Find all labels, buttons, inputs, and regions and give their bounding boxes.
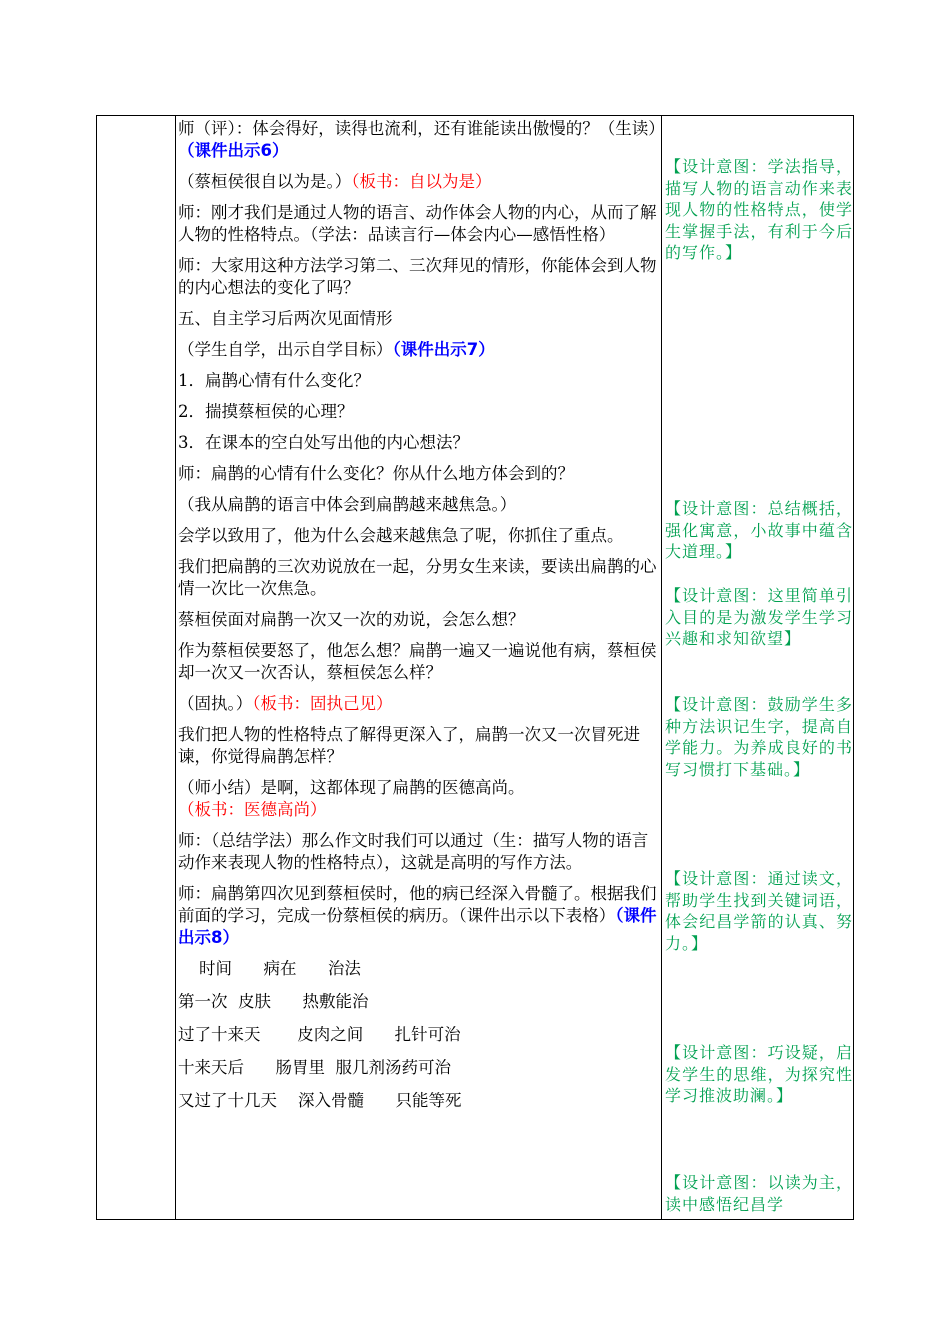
paragraph-3: 师：刚才我们是通过人物的语言、动作体会人物的内心，从而了解人物的性格特点。（学法：品读言行—体会内心—感悟性格）	[178, 203, 657, 244]
design-note-2: 【设计意图：总结概括，强化寓意，小故事中蕴含大道理。】	[665, 499, 853, 561]
medical-record-row: 十来天后 肠胃里 服几剂汤药可治	[178, 1058, 451, 1077]
paragraph-11: （我从扁鹊的语言中体会到扁鹊越来越焦急。）	[178, 495, 517, 514]
design-note-5: 【设计意图：通过读文，帮助学生找到关键词语，体会纪昌学箭的认真、努力。】	[665, 869, 853, 953]
goal-item-3: 3．在课本的空白处写出他的内心想法？	[178, 433, 469, 452]
paragraph-2: （蔡桓侯很自以为是。）（板书：自以为是）	[178, 172, 492, 191]
medical-record-row: 第一次 皮肤 热敷能治	[178, 992, 369, 1011]
design-note-4: 【设计意图：鼓励学生多种方法识记生字，提高自学能力。为养成良好的书写习惯打下基础。】	[665, 695, 853, 779]
paragraph-20: 师：扁鹊第四次见到蔡桓侯时，他的病已经深入骨髓了。根据我们前面的学习，完成一份蔡桓侯的病历。（课件出示以下表格）（课件出示8）	[178, 884, 657, 947]
paragraph-14: 蔡桓侯面对扁鹊一次又一次的劝说，会怎么想？	[178, 610, 525, 629]
paragraph-10: 师：扁鹊的心情有什么变化？你从什么地方体会到的？	[178, 464, 574, 483]
medical-record-row: 时间 病在 治法	[178, 959, 361, 978]
lesson-plan-table	[96, 115, 854, 1220]
paragraph-4: 师：大家用这种方法学习第二、三次拜见的情形，你能体会到人物的内心想法的变化了吗？	[178, 256, 657, 297]
paragraph-12: 会学以致用了，他为什么会越来越焦急了呢，你抓住了重点。	[178, 526, 624, 545]
teaching-process-column	[178, 118, 665, 1123]
paragraph-15: 作为蔡桓侯要怒了，他怎么想？扁鹊一遍又一遍说他有病，蔡桓侯却一次又一次否认，蔡桓侯怎么样？	[178, 641, 657, 682]
paragraph-1: 师（评）：体会得好，读得也流利，还有谁能读出傲慢的？（生读）（课件出示6）	[178, 119, 665, 160]
design-note-7: 【设计意图：以读为主，读中感悟纪昌学	[665, 1173, 853, 1214]
column-divider-left	[175, 116, 176, 1219]
paragraph-18: （师小结）是啊，这都体现了扁鹊的医德高尚。（板书：医德高尚）	[178, 778, 525, 819]
section-heading: 五、自主学习后两次见面情形	[178, 309, 393, 328]
paragraph-16: （固执。）（板书：固执己见）	[178, 694, 393, 713]
design-note-1: 【设计意图：学法指导，描写人物的语言动作来表现人物的性格特点，使学生掌握手法，有利于今后的写作。】	[665, 157, 853, 262]
paragraph-6: （学生自学，出示自学目标）（课件出示7）	[178, 340, 495, 359]
goal-item-2: 2．揣摸蔡桓侯的心理？	[178, 402, 354, 421]
paragraph-19: 师：（总结学法）那么作文时我们可以通过（生：描写人物的语言动作来表现人物的性格特点），这就是高明的写作方法。	[178, 831, 649, 872]
paragraph-17: 我们把人物的性格特点了解得更深入了，扁鹊一次又一次冒死进谏，你觉得扁鹊怎样？	[178, 725, 640, 766]
medical-record-row: 又过了十几天 深入骨髓 只能等死	[178, 1091, 462, 1110]
goal-item-1: 1．扁鹊心情有什么变化？	[178, 371, 370, 390]
design-note-6: 【设计意图：巧设疑，启发学生的思维，为探究性学习推波助澜。】	[665, 1043, 853, 1105]
paragraph-13: 我们把扁鹊的三次劝说放在一起，分男女生来读，要读出扁鹊的心情一次比一次焦急。	[178, 557, 657, 598]
design-note-3: 【设计意图：这里简单引入目的是为激发学生学习兴趣和求知欲望】	[665, 586, 853, 648]
medical-record-row: 过了十来天 皮肉之间 扎针可治	[178, 1025, 461, 1044]
